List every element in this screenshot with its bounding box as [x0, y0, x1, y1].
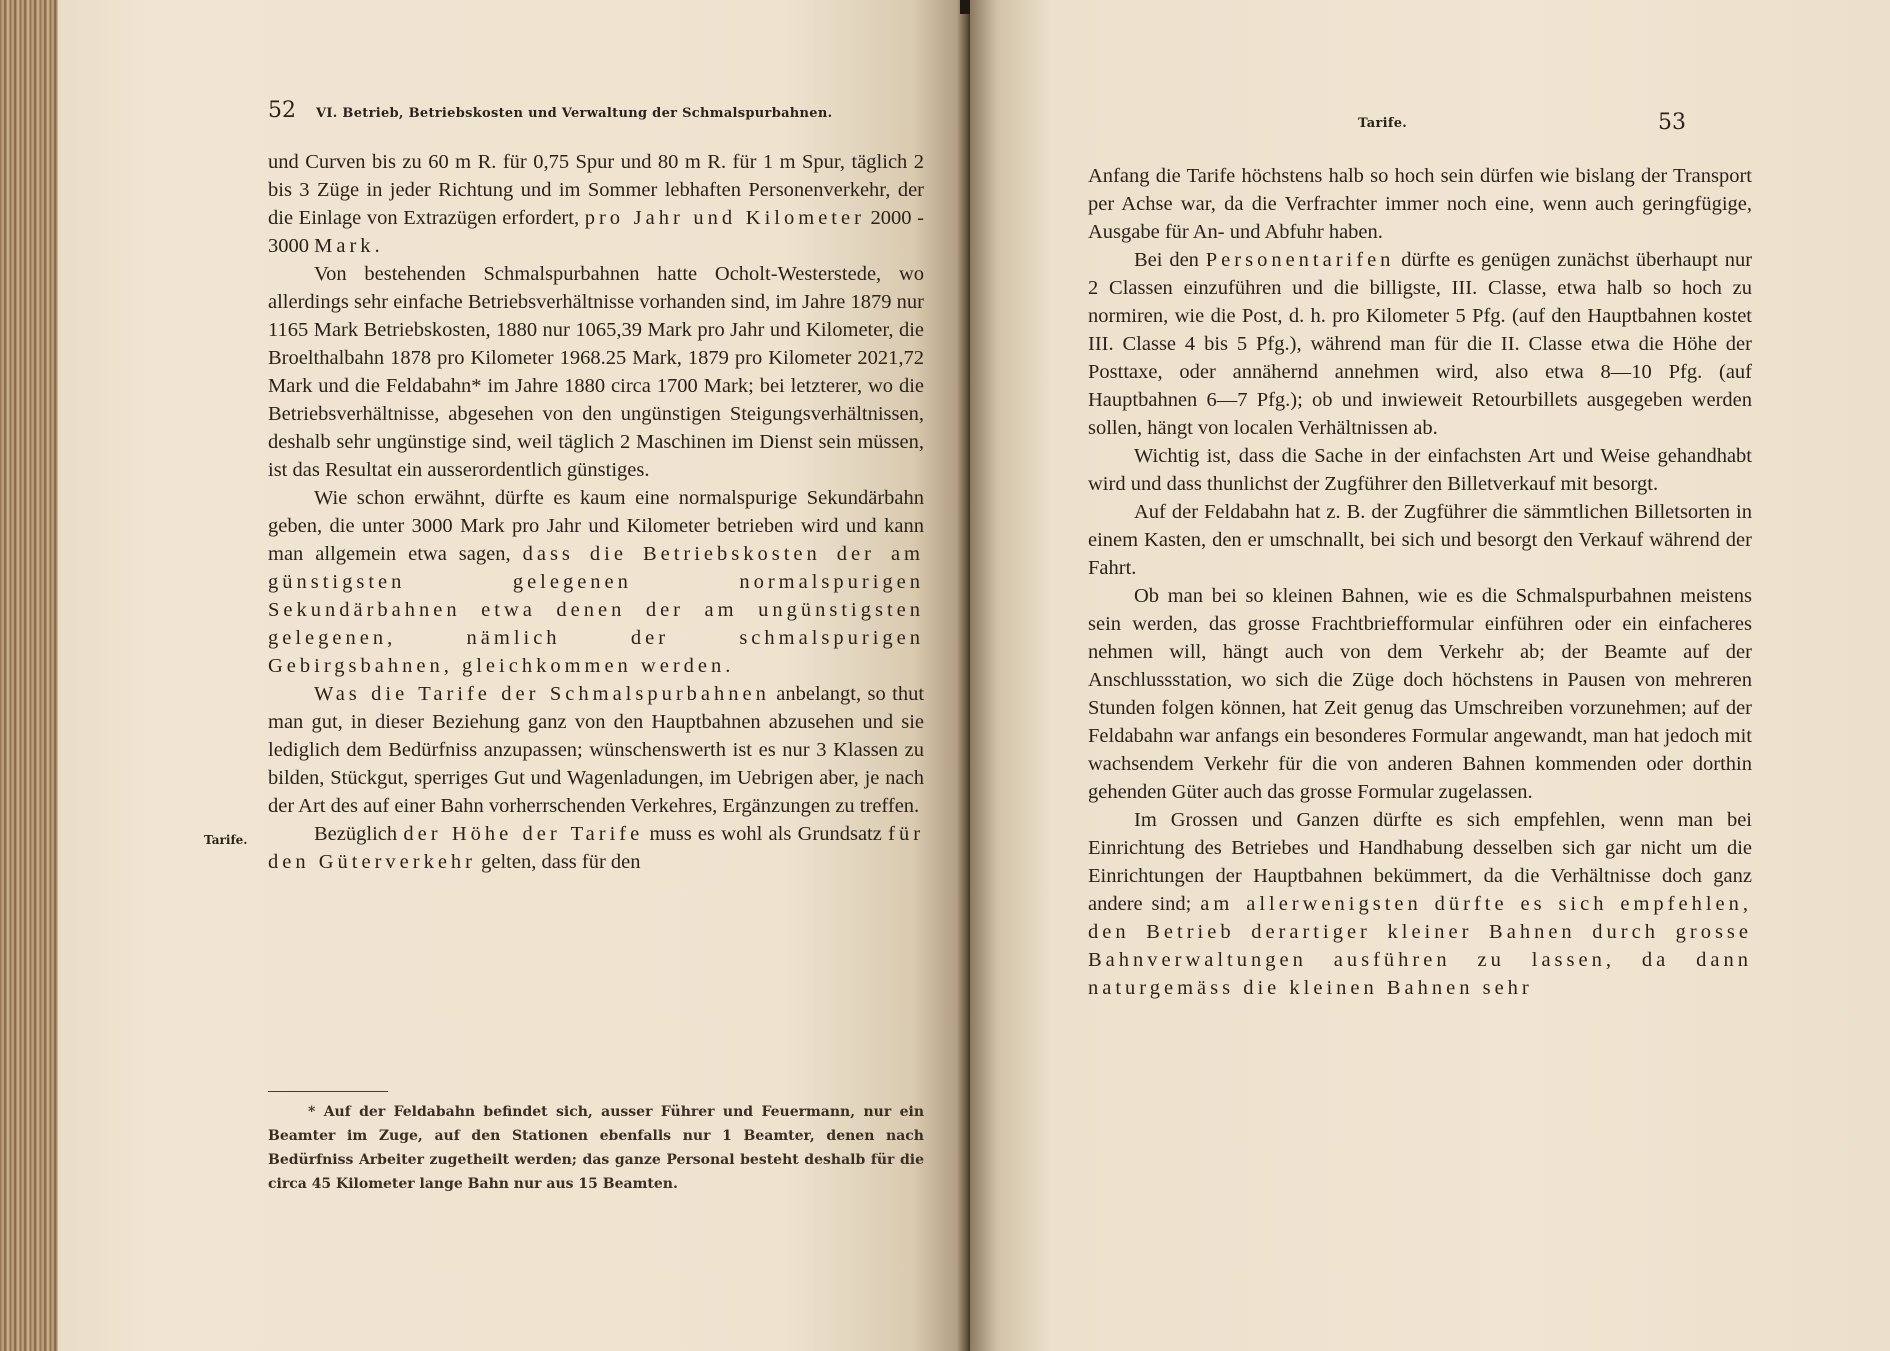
footnote-rule — [268, 1091, 388, 1092]
right-paragraph-4: Auf der Feldabahn hat z. B. der Zugführer die sämmtlichen Billetsorten in einem Kasten, den er umschnallt, bei sich und besorgt den Verkauf während der Fahrt. — [1088, 501, 1752, 579]
left-running-head: VI. Betrieb, Betriebskosten und Verwaltung der Schmalspurbahnen. — [316, 106, 833, 121]
right-paragraph-2: Bei den Personentarifen dürfte es genügen zunächst überhaupt nur 2 Classen einzuführen und die billigste, III. Classe, etwa halb so hoch zu normiren, wie die Post, d. h. pro Kilometer 5 Pfg. (auf den Hauptbahnen kostet III. Classe 4 bis 5 Pfg.), während man für die II. Classe etwa die Höhe der Posttaxe, oder annähernd annehmen wird, also etwa 8—10 Pfg. (auf Hauptbahnen 6—7 Pfg.); ob und inwieweit Retourbillets ausgegeben werden sollen, hängt von localen Verhältnissen ab. — [1088, 249, 1753, 439]
left-paragraph-2: Von bestehenden Schmalspurbahnen hatte Ocholt-Westerstede, wo allerdings sehr einfache Betriebsverhältnisse vorhanden sind, im Jahre 1879 nur 1165 Mark Betriebskosten, 1880 nur 1065,39 Mark pro Jahr und Kilometer, die Broelthalbahn 1878 pro Kilometer 1968.25 Mark, 1879 pro Kilometer 2021,72 Mark und die Feldabahn* im Jahre 1880 circa 1700 Mark; bei letzterer, wo die Betriebsverhältnisse, abgesehen von den ungünstigen Steigungsverhältnissen, deshalb sehr ungünstige sind, weil täglich 2 Maschinen im Dienst sein müssen, ist das Resultat ein ausserordentlich günstiges. — [268, 263, 924, 481]
footnote: * Auf der Feldabahn befindet sich, ausser Führer und Feuermann, nur ein Beamter im Zuge, auf den Stationen ebenfalls nur 1 Beamter, denen nach Bedürfniss Arbeiter zugetheilt werden; das ganze Personal besteht deshalb für die circa 45 Kilometer lange Bahn nur aus 15 Beamten. — [268, 1104, 924, 1192]
right-paragraph-3: Wichtig ist, dass die Sache in der einfachsten Art und Weise gehandhabt wird und dass thunlichst der Zugführer den Billetverkauf mit besorgt. — [1088, 445, 1752, 495]
page-edges — [0, 0, 60, 1351]
right-paragraph-6: Im Grossen und Ganzen dürfte es sich empfehlen, wenn man bei Einrichtung des Betriebes und Handhabung desselben sich gar nicht um die Einrichtungen der Hauptbahnen bekümmert, da die Verhältnisse doch ganz andere sind; am allerwenigsten dürfte es sich empfehlen, den Betrieb derartiger kleiner Bahnen durch grosse Bahnverwaltungen ausführen zu lassen, da dann naturgemäss die kleinen Bahnen sehr — [1088, 809, 1752, 999]
right-paragraph-1: Anfang die Tarife höchstens halb so hoch sein dürfen wie bislang der Transport per Achse war, da die Verfrachter immer noch eine, wenn auch geringfügige, Ausgabe für An- und Abfuhr haben. — [1088, 165, 1752, 243]
right-page — [970, 0, 1890, 1351]
left-paragraph-3: Wie schon erwähnt, dürfte es kaum eine normalspurige Sekundärbahn geben, die unter 3000 Mark pro Jahr und Kilometer betrieben wird und kann man allgemein etwa sagen, dass die Betriebskosten der am günstigsten gelegenen normalspurigen Sekundärbahnen etwa denen der am ungünstigsten gelegenen, nämlich der schmalspurigen Gebirgsbahnen, gleichkommen werden. — [268, 487, 924, 677]
right-running-head: Tarife. — [1358, 116, 1408, 131]
left-paragraph-5: Bezüglich der Höhe der Tarife muss es wohl als Grundsatz für den Güterverkehr gelten, dass für den — [268, 823, 925, 873]
right-paragraph-5: Ob man bei so kleinen Bahnen, wie es die Schmalspurbahnen meistens sein werden, das grosse Frachtbriefformular einführen oder ein einfacheres nehmen will, hängt auch von dem Verkehr ab; der Beamte auf der Anschlussstation, wo sich die Züge doch höchstens in Pausen von mehreren Stunden folgen können, hat Zeit genug das Umschreiben vorzunehmen; auf der Feldabahn war anfangs ein besonderes Formular angewandt, man hat jedoch mit wachsendem Verkehr für die von anderen Bahnen kommenden oder dorthin gehenden Güter auch das grosse Formular zugelassen. — [1088, 585, 1752, 803]
left-body-text — [268, 148, 924, 876]
margin-note-tarife: Tarife. — [204, 833, 248, 847]
left-paragraph-4: Was die Tarife der Schmalspurbahnen anbelangt, so thut man gut, in dieser Beziehung ganz von den Hauptbahnen abzusehen und sie lediglich dem Bedürfniss anzupassen; wünschenswerth ist es nur 3 Klassen zu bilden, Stückgut, sperriges Gut und Wagenladungen, im Uebrigen aber, je nach der Art des auf einer Bahn vorherrschenden Verkehres, Ergänzungen zu treffen. — [268, 683, 925, 817]
left-page-number: 52 — [268, 98, 296, 123]
right-body-text — [1088, 162, 1752, 1002]
left-paragraph-1: und Curven bis zu 60 m R. für 0,75 Spur und 80 m R. für 1 m Spur, täglich 2 bis 3 Züge in jeder Richtung und im Sommer lebhaften Personenverkehr, der die Einlage von Extrazügen erfordert, pro Jahr und Kilometer 2000 - 3000 Mark. — [268, 151, 924, 257]
left-page — [58, 0, 968, 1351]
right-page-number: 53 — [1658, 110, 1686, 135]
